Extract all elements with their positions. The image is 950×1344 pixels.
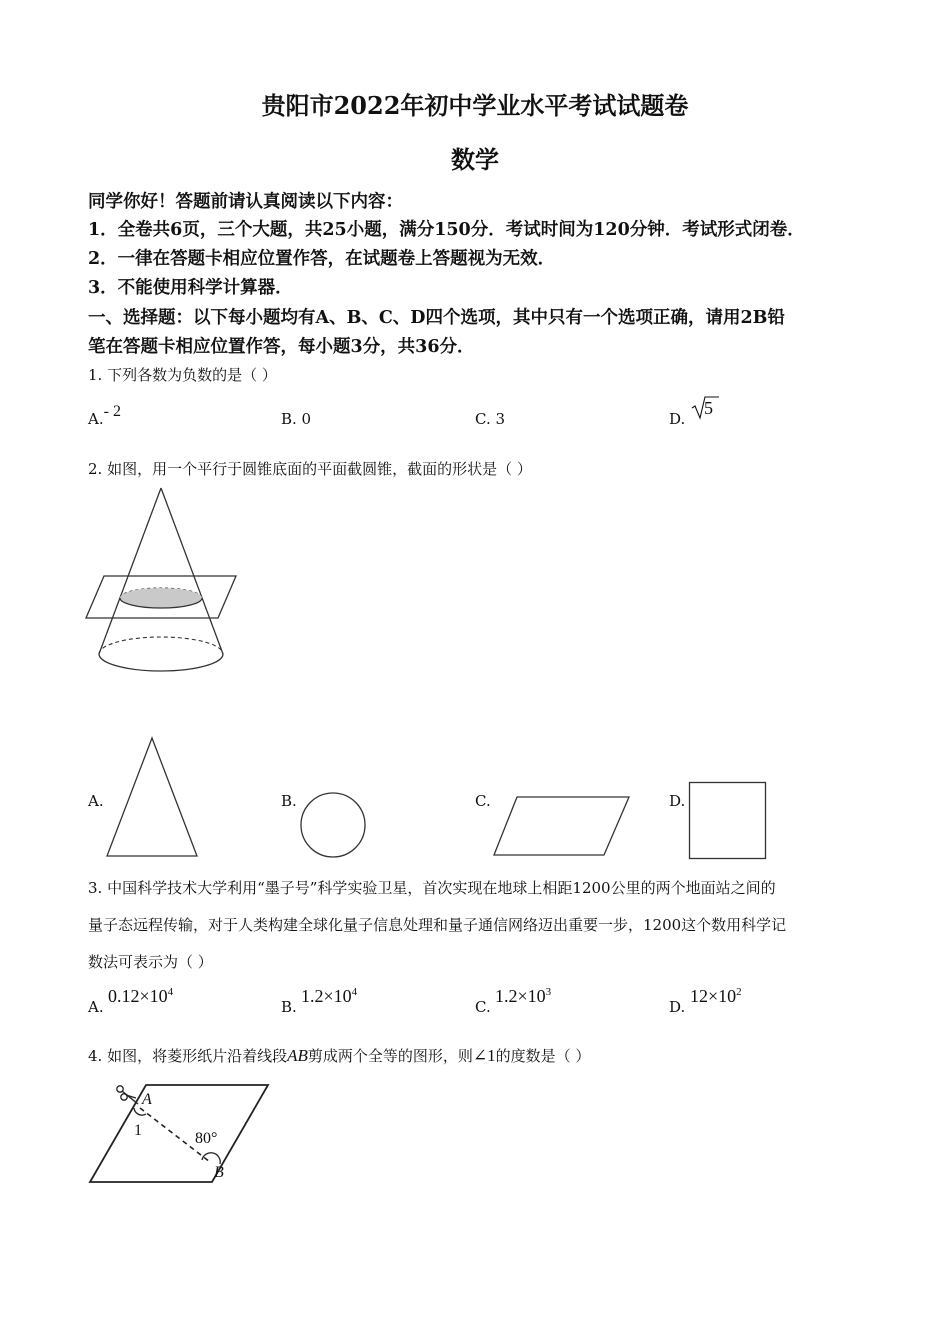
q3-option-a-value [108,986,173,1007]
parallelogram-shape-icon [492,794,632,858]
q3-option-a [88,998,104,1016]
q1-option-d [669,410,685,428]
q3-option-c-label: C. [475,998,491,1016]
q3-option-b [281,998,297,1016]
circle-shape-icon [298,790,368,860]
q3-option-c-value [495,986,551,1007]
q2-option-c: C. [475,792,491,810]
instruction-item-1: 1．全卷共6页，三个大题，共25小题，满分150分．考试时间为120分钟．考试形式闭卷． [88,220,805,240]
q4-stem-mid: 剪成两个全等的图形，则 [307,1047,473,1065]
figure-label-b: B [214,1164,224,1181]
q2-stem: 2. 如图，用一个平行于圆锥底面的平面截圆锥，截面的形状是（ ） [88,460,532,478]
q4-stem-pre: 4. 如图，将菱形纸片沿着线段 [88,1047,288,1065]
q4-stem [88,1045,590,1066]
q1-option-a-label: A. [88,410,104,428]
scissors-icon [117,1086,138,1104]
q3-option-c [475,998,491,1016]
q4-stem-segment: AB [287,1046,308,1065]
q1-option-c: C. 3 [475,410,506,428]
section1-heading-line2: 笔在答题卡相应位置作答，每小题3分，共36分． [88,337,475,357]
triangle-shape-icon [104,736,200,860]
subject-title: 数学 [451,145,499,174]
exam-title: 贵阳市2022年初中学业水平考试试题卷 [261,91,689,120]
q2-option-b: B. [281,792,297,810]
q3-option-d-base: 12×10 [690,986,737,1006]
instructions-greeting: 同学你好！答题前请认真阅读以下内容： [88,192,403,212]
q3-option-d-label: D. [669,998,686,1016]
q3-option-c-base: 1.2×10 [495,986,546,1006]
q1-option-b: B. 0 [281,410,312,428]
q3-option-b-value [301,986,357,1007]
q3-option-d-value [690,986,742,1007]
q4-stem-angle: ∠1 [472,1046,496,1065]
q3-stem-line3: 数法可表示为（ ） [88,953,213,971]
q3-stem-line2: 量子态远程传输，对于人类构建全球化量子信息处理和量子通信网络迈出重要一步，1200这个数用科学记 [88,916,787,934]
q4-stem-post: 的度数是（ ） [495,1047,591,1065]
q3-option-b-exp: 4 [351,986,358,998]
q3-option-a-label: A. [88,998,104,1016]
instruction-item-3: 3．不能使用科学计算器． [88,278,293,298]
q2-option-a: A. [88,792,104,810]
q3-option-d [669,998,685,1016]
q1-option-a-value: - 2 [103,403,121,420]
q1-option-d-label: D. [669,410,686,428]
q2-option-d: D. [669,792,686,810]
q3-option-b-label: B. [281,998,297,1016]
q3-option-a-exp: 4 [167,986,174,998]
q1-stem: 1. 下列各数为负数的是（ ） [88,366,277,384]
cone-section-figure [86,486,241,676]
q3-option-a-base: 0.12×10 [108,986,168,1006]
rhombus-cut-figure [88,1080,278,1192]
section1-heading-line1: 一、选择题：以下每小题均有A、B、C、D四个选项，其中只有一个选项正确，请用2B铅 [88,308,785,328]
q1-option-a [88,403,121,429]
q3-option-b-base: 1.2×10 [301,986,352,1006]
square-shape-icon [688,781,768,861]
q3-option-d-exp: 2 [736,986,742,998]
q1-option-d-value: 5 [704,398,713,418]
figure-angle-80: 80° [195,1130,218,1147]
instruction-item-2: 2．一律在答题卡相应位置作答，在试题卷上答题视为无效． [88,249,556,269]
q3-option-c-exp: 3 [545,986,552,998]
figure-label-a: A [142,1091,152,1108]
q3-stem-line1: 3. 中国科学技术大学利用“墨子号”科学实验卫星，首次实现在地球上相距1200公里的两个地面站之间的 [88,879,776,897]
figure-label-1: 1 [134,1122,142,1139]
